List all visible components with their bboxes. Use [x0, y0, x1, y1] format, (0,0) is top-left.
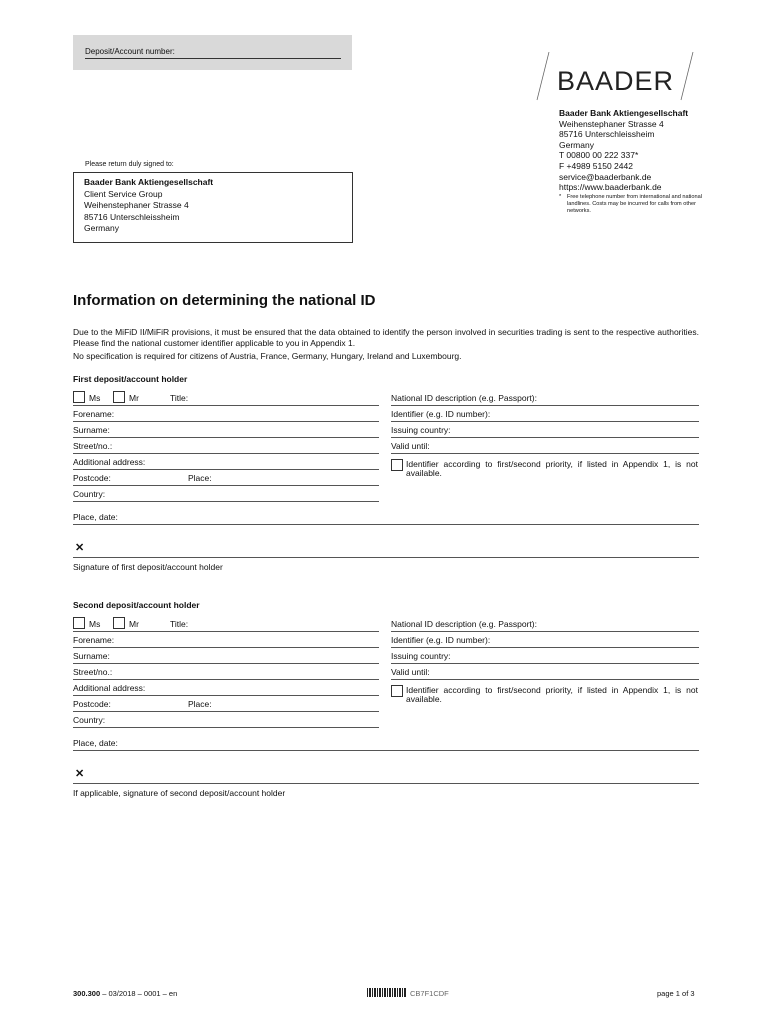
- country-field[interactable]: [73, 711, 379, 728]
- return-street: Weihenstephaner Strasse 4: [84, 200, 189, 210]
- deposit-number-line[interactable]: [85, 58, 341, 59]
- priority-option: [391, 685, 699, 705]
- contact-phone: T 00800 00 222 337*: [559, 150, 639, 161]
- contact-email[interactable]: service@baaderbank.de: [559, 171, 652, 182]
- valid-until-label: Valid until:: [391, 441, 430, 451]
- barcode-code: CB7F1CDF: [410, 989, 449, 998]
- mr-label: Mr: [129, 393, 139, 403]
- title-field-label: Title:: [170, 619, 189, 629]
- forename-field[interactable]: [73, 631, 379, 648]
- issuing-country-field[interactable]: [391, 647, 699, 664]
- intro-text: [73, 327, 699, 362]
- place-date-field[interactable]: [73, 734, 699, 751]
- second-holder-section: [73, 600, 699, 800]
- additional-address-field[interactable]: [73, 453, 379, 470]
- mr-checkbox[interactable]: [113, 617, 125, 629]
- priority-checkbox[interactable]: [391, 459, 403, 471]
- id-description-field[interactable]: [391, 389, 699, 406]
- return-company: Baader Bank Aktiengesellschaft: [84, 177, 214, 187]
- identifier-label: Identifier (e.g. ID number):: [391, 409, 491, 419]
- ms-label: Ms: [89, 619, 101, 629]
- postcode-place-field[interactable]: [73, 695, 379, 712]
- postcode-label: Postcode:: [73, 473, 111, 483]
- country-label: Country:: [73, 715, 106, 725]
- country-label: Country:: [73, 489, 106, 499]
- street-field[interactable]: [73, 437, 379, 454]
- postcode-label: Postcode:: [73, 699, 111, 709]
- signature-x-icon: ✕: [75, 768, 85, 780]
- surname-label: Surname:: [73, 651, 110, 661]
- forename-label: Forename:: [73, 635, 115, 645]
- signature-label: If applicable, signature of second deposit/account holder: [73, 788, 286, 798]
- street-label: Street/no.:: [73, 667, 113, 677]
- ms-label: Ms: [89, 393, 101, 403]
- priority-checkbox[interactable]: [391, 685, 403, 697]
- signature-line[interactable]: [73, 767, 699, 784]
- contact-country: Germany: [559, 139, 594, 150]
- contact-fax: F +4989 5150 2442: [559, 160, 633, 171]
- valid-until-field[interactable]: [391, 663, 699, 680]
- first-holder-section: [73, 374, 699, 574]
- priority-option: [391, 459, 699, 479]
- additional-address-label: Additional address:: [73, 683, 146, 693]
- page-title: Information on determining the national ID: [73, 292, 376, 309]
- place-date-label: Place, date:: [73, 738, 118, 748]
- page-number: page 1 of 3: [657, 989, 695, 998]
- footnote-text: Free telephone number from international and national landlines. Costs may be incurred for calls from other networks.: [567, 194, 702, 214]
- place-date-label: Place, date:: [73, 512, 118, 522]
- salutation-row: [73, 389, 379, 406]
- forename-label: Forename:: [73, 409, 115, 419]
- return-address-box: [73, 172, 353, 243]
- place-label: Place:: [188, 699, 212, 709]
- form-number: [73, 989, 177, 998]
- return-country: Germany: [84, 223, 119, 233]
- street-label: Street/no.:: [73, 441, 113, 451]
- priority-text: Identifier according to first/second priority, if listed in Appendix 1, is not available.: [406, 685, 698, 704]
- surname-field[interactable]: [73, 647, 379, 664]
- forename-field[interactable]: [73, 405, 379, 422]
- place-label: Place:: [188, 473, 212, 483]
- first-holder-title: First deposit/account holder: [73, 374, 188, 384]
- identifier-label: Identifier (e.g. ID number):: [391, 635, 491, 645]
- contact-city: 85716 Unterschleissheim: [559, 129, 655, 140]
- valid-until-label: Valid until:: [391, 667, 430, 677]
- issuing-country-field[interactable]: [391, 421, 699, 438]
- id-description-field[interactable]: [391, 615, 699, 632]
- form-number-rest: – 03/2018 – 0001 – en: [100, 989, 178, 998]
- return-label: Please return duly signed to:: [85, 161, 174, 168]
- bank-contact-block: [559, 108, 719, 193]
- place-date-field[interactable]: [73, 508, 699, 525]
- logo-text: BAADER: [557, 66, 675, 96]
- signature-label: Signature of first deposit/account holder: [73, 562, 223, 572]
- title-field-label: Title:: [170, 393, 189, 403]
- contact-company: Baader Bank Aktiengesellschaft: [559, 108, 689, 118]
- surname-label: Surname:: [73, 425, 110, 435]
- ms-checkbox[interactable]: [73, 391, 85, 403]
- return-dept: Client Service Group: [84, 188, 163, 199]
- identifier-field[interactable]: [391, 631, 699, 648]
- second-holder-title: Second deposit/account holder: [73, 600, 200, 610]
- baader-logo: [535, 52, 695, 102]
- identifier-field[interactable]: [391, 405, 699, 422]
- intro-paragraph-2: No specification is required for citizens of Austria, France, Germany, Hungary, Ireland and Luxembourg.: [73, 351, 462, 361]
- deposit-number-label: Deposit/Account number:: [85, 47, 175, 56]
- salutation-row: [73, 615, 379, 632]
- form-number-bold: 300.300: [73, 989, 101, 998]
- signature-line[interactable]: [73, 541, 699, 558]
- deposit-number-box: [73, 35, 352, 70]
- ms-checkbox[interactable]: [73, 617, 85, 629]
- street-field[interactable]: [73, 663, 379, 680]
- country-field[interactable]: [73, 485, 379, 502]
- valid-until-field[interactable]: [391, 437, 699, 454]
- phone-footnote: [559, 194, 709, 215]
- priority-text: Identifier according to first/second priority, if listed in Appendix 1, is not available.: [406, 459, 698, 478]
- footnote-star: *: [559, 194, 562, 200]
- issuing-country-label: Issuing country:: [391, 425, 451, 435]
- id-description-label: National ID description (e.g. Passport):: [391, 393, 537, 403]
- mr-checkbox[interactable]: [113, 391, 125, 403]
- postcode-place-field[interactable]: [73, 469, 379, 486]
- barcode-icon: [367, 988, 407, 997]
- return-city: 85716 Unterschleissheim: [84, 211, 180, 222]
- surname-field[interactable]: [73, 421, 379, 438]
- issuing-country-label: Issuing country:: [391, 651, 451, 661]
- contact-web[interactable]: https://www.baaderbank.de: [559, 182, 662, 193]
- additional-address-field[interactable]: [73, 679, 379, 696]
- signature-x-icon: ✕: [75, 542, 85, 554]
- id-description-label: National ID description (e.g. Passport):: [391, 619, 537, 629]
- mr-label: Mr: [129, 619, 139, 629]
- intro-paragraph-1: Due to the MiFiD II/MiFiR provisions, it must be ensured that the data obtained to identify the person involved in securities trading is sent to the respective authorities. Please find the national customer identifier applicable to you in Appendix 1.: [73, 327, 699, 348]
- additional-address-label: Additional address:: [73, 457, 146, 467]
- contact-street: Weihenstephaner Strasse 4: [559, 118, 664, 129]
